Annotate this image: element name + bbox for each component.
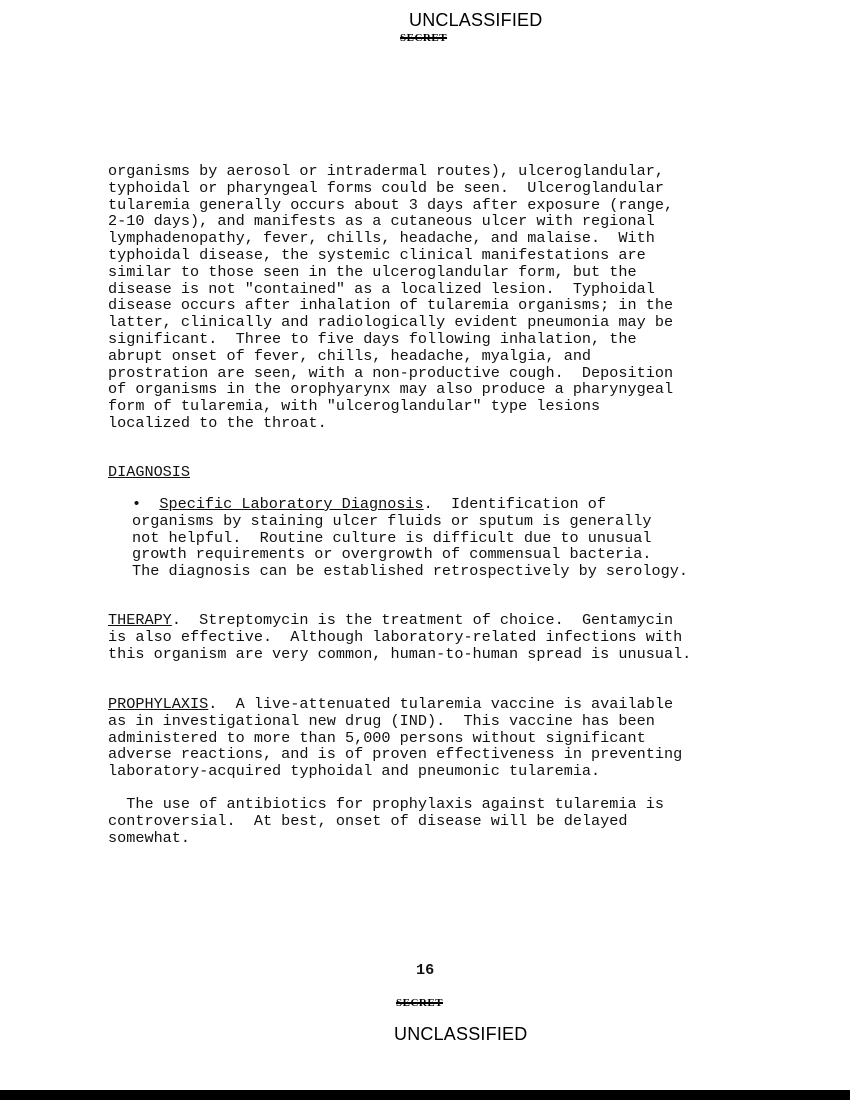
diagnosis-heading: DIAGNOSIS [108, 463, 191, 481]
footer-classification: UNCLASSIFIED [394, 1024, 528, 1044]
intro-paragraph: organisms by aerosol or intradermal routes), ulceroglandular, typhoidal or pharyngeal forms could be seen. Ulceroglandular tularemia generally occurs about 3 days after exposure (range, 2-10 days), and manifests as a cutaneous ulcer with regional lymphadenopathy, fever, chills, headache, and malaise. With typhoidal disease, the systemic clinical manifestations are similar to those seen in the ulceroglandular form, but the disease is not "contained" as a localized lesion. Typhoidal disease occurs after inhalation of tularemia organisms; in the latter, clinically and radiologically evident pneumonia may be significant. Three to five days following inhalation, the abrupt onset of fever, chills, headache, myalgia, and prostration are seen, with a non-productive cough. Deposition of organisms in the orophyarynx may also produce a pharynygeal form of tularemia, with "ulceroglandular" type lesions localized to the throat. [108, 162, 674, 432]
antibiotics-paragraph: The use of antibiotics for prophylaxis against tularemia is controversial. At best, onset of disease will be delayed somewhat. [108, 795, 664, 847]
therapy-label: THERAPY [108, 611, 172, 629]
bullet-text-first: . Identification of [423, 495, 606, 513]
prophylaxis-label: PROPHYLAXIS [108, 695, 209, 713]
bullet-marker: • [132, 495, 142, 513]
page-number: 16 [416, 961, 435, 979]
footer-struck-marking: SECRET [396, 997, 444, 1009]
bullet-label: Specific Laboratory Diagnosis [159, 495, 424, 513]
therapy-text: . Streptomycin is the treatment of choice. Gentamycin is also effective. Although laboratory-related infections with this organism are very common, human-to-human spread is unusual. [108, 611, 692, 663]
therapy-paragraph [108, 612, 808, 662]
prophylaxis-text: . A live-attenuated tularemia vaccine is available as in investigational new drug (IND). This vaccine has been administered to more than 5,000 persons without significant adverse reactions, and is of proven effectiveness in preventing laboratory-acquired typhoidal and pneumonic tularemia. [108, 695, 683, 781]
bottom-border-bar [0, 1090, 850, 1100]
header-classification: UNCLASSIFIED [409, 10, 543, 30]
prophylaxis-paragraph [108, 696, 808, 780]
diagnosis-bullet [132, 496, 832, 580]
bullet-text-rest: organisms by staining ulcer fluids or sputum is generally not helpful. Routine culture is difficult due to unusual growth requirements or overgrowth of commensual bacteria. The diagnosis can be established retrospectively by serology. [132, 511, 688, 581]
header-struck-marking: SECRET [400, 32, 448, 44]
